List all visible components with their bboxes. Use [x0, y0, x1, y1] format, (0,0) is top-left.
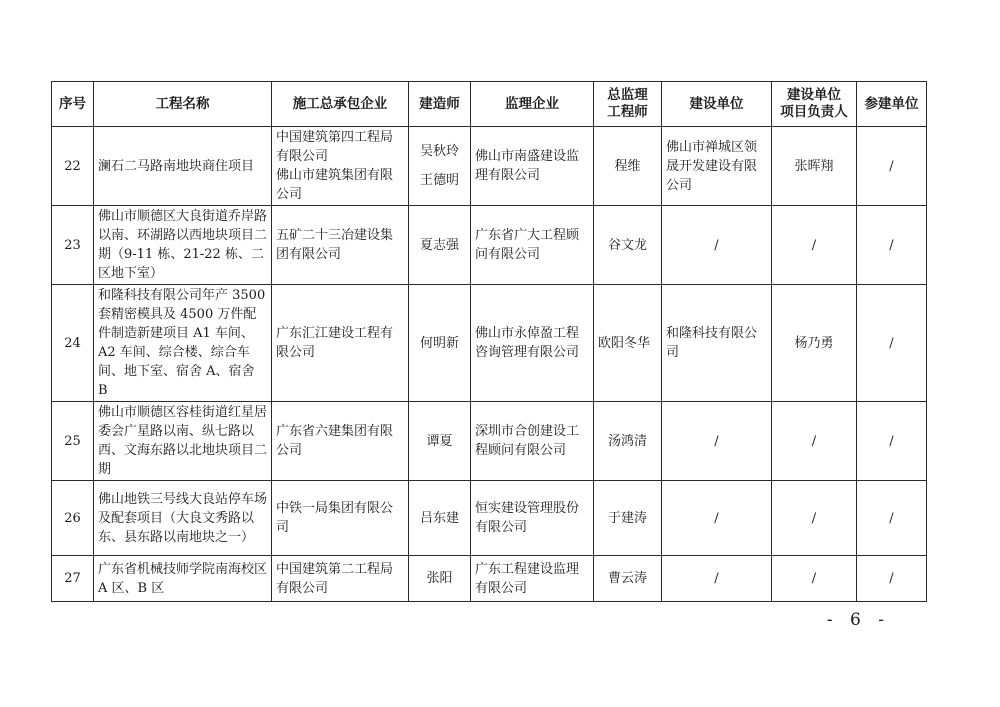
cell-contractor: 五矿二十三冶建设集团有限公司: [272, 206, 409, 285]
cell-chief-supervisor: 汤鸿清: [594, 402, 662, 481]
cell-owner-leader: 杨乃勇: [772, 285, 857, 402]
cell-builder: 何明新: [409, 285, 471, 402]
header-owner-leader-line2: 项目负责人: [780, 104, 848, 120]
header-row: [52, 82, 927, 127]
table-row: [52, 127, 927, 206]
cell-seq: 26: [52, 481, 94, 556]
table-row: [52, 285, 927, 402]
cell-owner: 佛山市禅城区领晟开发建设有限公司: [662, 127, 772, 206]
cell-owner: /: [662, 402, 772, 481]
cell-project-name: 澜石二马路南地块商住项目: [94, 127, 272, 206]
page-number: - 6 -: [826, 610, 890, 630]
cell-supervisor-firm: 佛山市南盛建设监理有限公司: [471, 127, 594, 206]
header-chief-supervisor-line1: 总监理: [607, 87, 648, 103]
builder-name-2: 王德明: [419, 173, 459, 188]
table-row: [52, 206, 927, 285]
cell-project-name: 佛山市顺德区容桂街道红星居委会广星路以南、纵七路以西、文海东路以北地块项目二期: [94, 402, 272, 481]
cell-supervisor-firm: 佛山市永倬盈工程咨询管理有限公司: [471, 285, 594, 402]
cell-owner-leader: /: [772, 481, 857, 556]
cell-chief-supervisor: 曹云涛: [594, 556, 662, 602]
cell-owner: 和隆科技有限公司: [662, 285, 772, 402]
header-project-name: 工程名称: [94, 82, 272, 127]
cell-contractor: 广东汇江建设工程有限公司: [272, 285, 409, 402]
cell-seq: 25: [52, 402, 94, 481]
cell-project-name: 佛山地铁三号线大良站停车场及配套项目（大良文秀路以东、县东路以南地块之一）: [94, 481, 272, 556]
cell-contractor: 广东省六建集团有限公司: [272, 402, 409, 481]
header-participant: 参建单位: [857, 82, 927, 127]
header-builder: 建造师: [409, 82, 471, 127]
cell-participant: /: [857, 556, 927, 602]
cell-owner-leader: /: [772, 556, 857, 602]
cell-builder: 谭夏: [409, 402, 471, 481]
header-chief-supervisor-line2: 工程师: [607, 104, 648, 120]
cell-seq: 22: [52, 127, 94, 206]
cell-participant: /: [857, 206, 927, 285]
cell-seq: 24: [52, 285, 94, 402]
cell-owner: /: [662, 556, 772, 602]
table-row: [52, 402, 927, 481]
header-supervisor-firm: 监理企业: [471, 82, 594, 127]
cell-participant: /: [857, 481, 927, 556]
cell-participant: /: [857, 402, 927, 481]
cell-builder: 夏志强: [409, 206, 471, 285]
cell-supervisor-firm: 恒实建设管理股份有限公司: [471, 481, 594, 556]
cell-project-name: 广东省机械技师学院南海校区 A 区、B 区: [94, 556, 272, 602]
header-owner-leader-line1: 建设单位: [787, 87, 841, 103]
header-owner: 建设单位: [662, 82, 772, 127]
cell-project-name: 佛山市顺德区大良街道乔岸路以南、环湖路以西地块项目二期（9-11 栋、21-22 栋、二区地下室）: [94, 206, 272, 285]
cell-seq: 27: [52, 556, 94, 602]
cell-project-name: 和隆科技有限公司年产 3500 套精密模具及 4500 万件配件制造新建项目 A1 车间、A2 车间、综合楼、综合车间、地下室、宿舍 A、宿舍 B: [94, 285, 272, 402]
cell-contractor: 中国建筑第二工程局有限公司: [272, 556, 409, 602]
cell-supervisor-firm: 深圳市合创建设工程顾问有限公司: [471, 402, 594, 481]
cell-owner: /: [662, 481, 772, 556]
cell-chief-supervisor: 欧阳冬华: [594, 285, 662, 402]
cell-contractor: 中国建筑第四工程局有限公司 佛山市建筑集团有限公司: [272, 127, 409, 206]
builder-name-1: 吴秋玲: [419, 144, 459, 159]
cell-owner-leader: /: [772, 206, 857, 285]
table-row: [52, 556, 927, 602]
cell-chief-supervisor: 谷文龙: [594, 206, 662, 285]
cell-builder: [409, 127, 471, 206]
cell-chief-supervisor: 程维: [594, 127, 662, 206]
cell-participant: /: [857, 127, 927, 206]
header-seq: 序号: [52, 82, 94, 127]
cell-builder: 张阳: [409, 556, 471, 602]
cell-contractor: 中铁一局集团有限公司: [272, 481, 409, 556]
cell-supervisor-firm: 广东省广大工程顾问有限公司: [471, 206, 594, 285]
cell-builder: 吕东建: [409, 481, 471, 556]
header-owner-leader: [772, 82, 857, 127]
cell-owner-leader: 张晖翔: [772, 127, 857, 206]
cell-seq: 23: [52, 206, 94, 285]
cell-chief-supervisor: 于建涛: [594, 481, 662, 556]
header-contractor: 施工总承包企业: [272, 82, 409, 127]
cell-participant: /: [857, 285, 927, 402]
cell-owner: /: [662, 206, 772, 285]
project-table: [51, 81, 927, 602]
table-row: [52, 481, 927, 556]
cell-supervisor-firm: 广东工程建设监理有限公司: [471, 556, 594, 602]
cell-owner-leader: /: [772, 402, 857, 481]
header-chief-supervisor: [594, 82, 662, 127]
